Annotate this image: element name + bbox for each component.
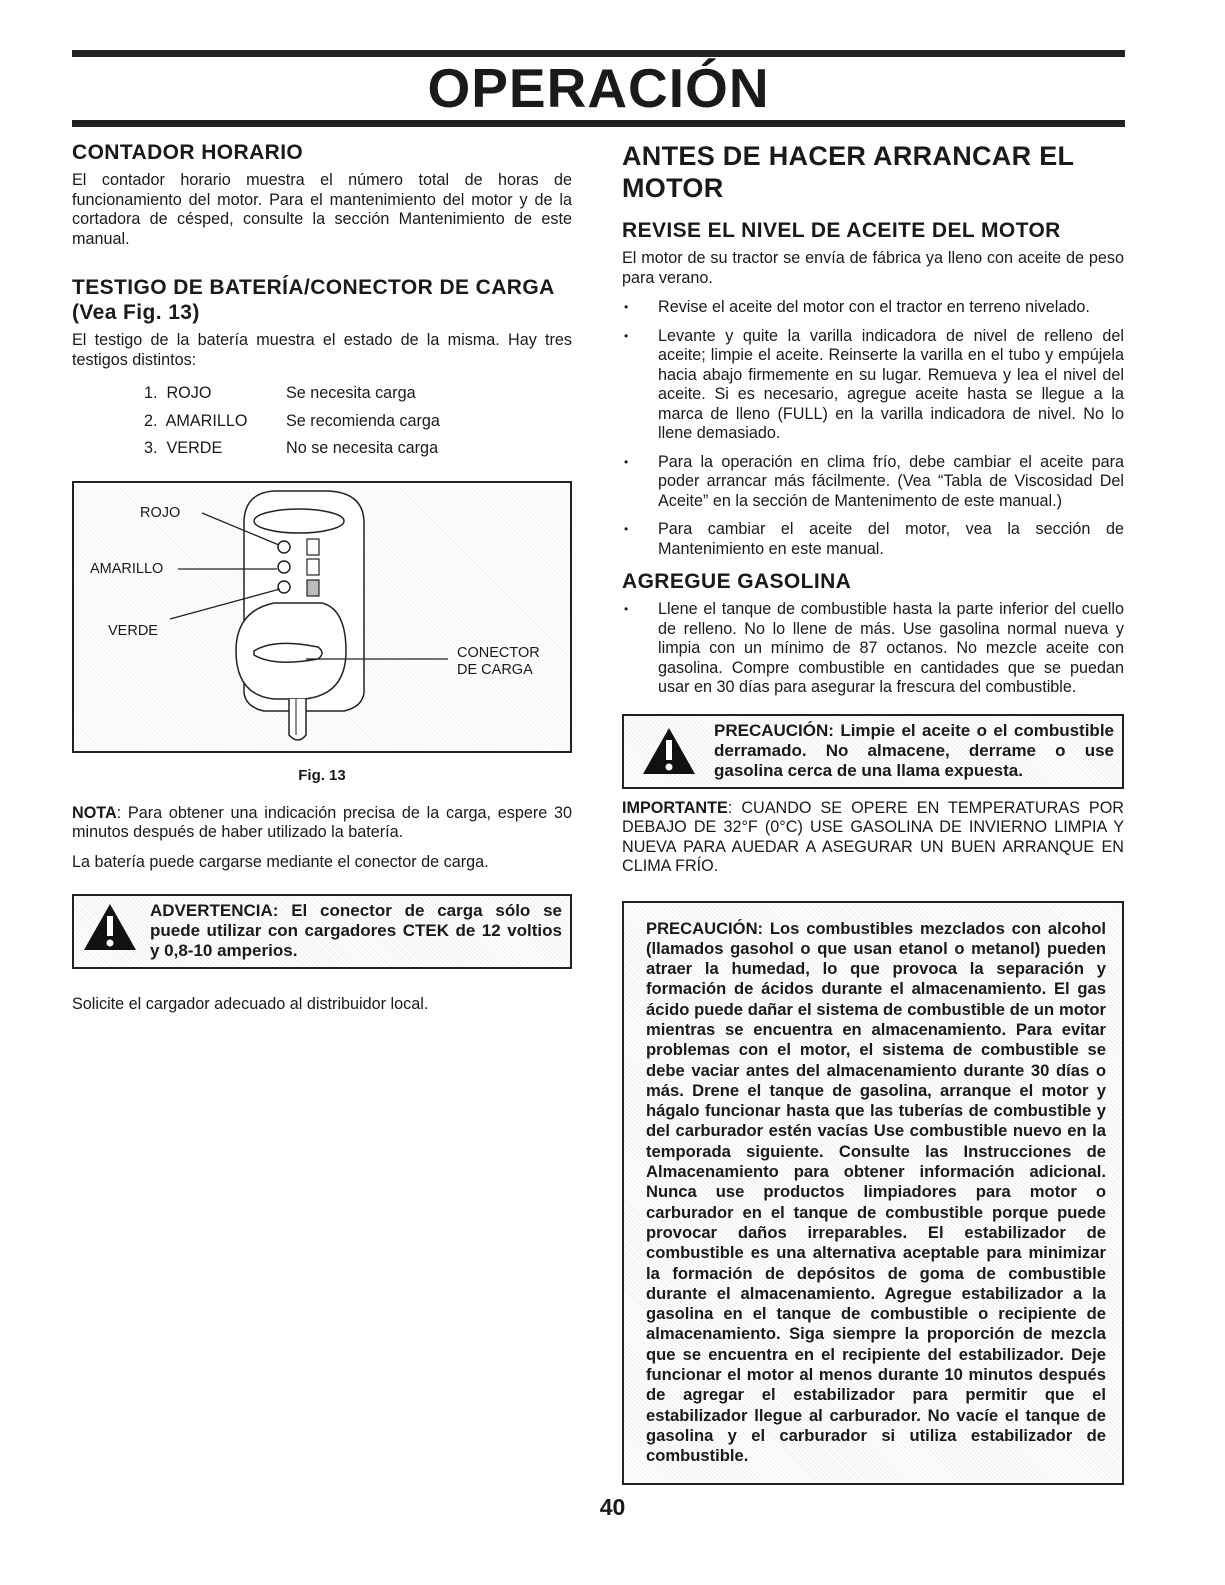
figure-caption: Fig. 13 xyxy=(298,766,346,784)
testigo-list xyxy=(144,380,572,463)
advertencia-box xyxy=(72,894,572,969)
precaucion-big-box: PRECAUCIÓN: Los combustibles mezclados con alcohol (llamados gasohol o que usan etanol o metanol) pueden atraer la humedad, lo que provoca la separación y formación de ácidos durante el almacenamiento. El gas ácido puede dañar el sistema de combustible de un motor mientras se encuentra en almacenamiento. Para evitar problemas con el motor, el sistema de combustible se debe vaciar antes del almacenamiento durante 30 días o más. Drene el tanque de gasolina, arranque el motor y hágalo funcionar hasta que las tuberías de combustible y del carburador estén vacías Use combustible nuevo en la temporada siguiente. Consulte las Instrucciones de Almacenamiento para obtener información adicional. Nunca use productos limpiadores para motor o carburador en el tanque de combustible porque puede provocar daños irreparables. El estabilizador de combustible es una alternativa aceptable para minimizar la formación de depósitos de goma de combustible durante el almacenamiento. Agregue estabilizador a la gasolina en el tanque de combustible o recipiente de almacenamiento. Siga siempre la proporción de mezcla que se encuentra en el recipiente del estabilizador. Deje funcionar el motor al menos durante 10 minutos después de agregar el estabilizador para permitir que el estabilizador llegue al carburador. No vacíe el tanque de gasolina y el carburador si utiliza estabilizador de combustible. xyxy=(622,901,1124,1485)
list-item-num: 3. VERDE xyxy=(144,439,223,457)
charger-illustration xyxy=(74,483,570,751)
list-item-num: 1. ROJO xyxy=(144,384,212,402)
precaucion-small-box xyxy=(622,714,1124,789)
list-item: • Revise el aceite del motor con el tractor en terreno nivelado. xyxy=(622,298,1124,318)
list-item: • Levante y quite la varilla indicadora de nivel de relleno del aceite; limpie el aceite. Reinserte la varilla en el tubo y empújela hacia abajo firmemente en su lugar. Remueva y lea el nivel del aceite. Si es necesario, agregue aceite hasta se llegue a la marca de lleno (FULL) en la varilla indicadora de nivel. No lo llene demasiado. xyxy=(622,327,1124,444)
list-item xyxy=(144,408,572,436)
testigo-text: El testigo de la batería muestra el estado de la misma. Hay tres testigos distintos: xyxy=(72,331,572,369)
testigo-subheading: (Vea Fig. 13) xyxy=(72,301,200,324)
list-item: • Para cambiar el aceite del motor, vea la sección de Mantenimiento en este manual. xyxy=(622,520,1124,559)
bateria-text: La batería puede cargarse mediante el conector de carga. xyxy=(72,852,489,871)
list-item xyxy=(144,380,572,408)
list-item-desc: Se recomienda carga xyxy=(286,411,440,430)
list-item xyxy=(144,435,572,463)
importante-text xyxy=(622,799,1124,877)
title-bottom-rule xyxy=(72,120,1125,127)
contador-heading: CONTADOR HORARIO xyxy=(72,141,304,164)
label-conector-2: DE CARGA xyxy=(457,661,533,678)
antes-heading: ANTES DE HACER ARRANCAR EL MOTOR xyxy=(622,141,1074,203)
warning-icon xyxy=(624,716,714,776)
importante-body: : CUANDO SE OPERE EN TEMPERATURAS POR DEBAJO DE 32°F (0°C) USE GASOLINA DE INVIERNO LIMPIA Y NUEVA PARA AUEDAR A ASEGURAR UN BUEN ARRANQUE EN CLIMA FRÍO. xyxy=(622,798,1124,875)
list-item: • Llene el tanque de combustible hasta la parte inferior del cuello de relleno. No lo llene de más. Use gasolina normal nueva y limpia con un mínimo de 87 octanos. No mezcle aceite con gasolina. Compre combustible en cantidades que se puedan usar en 30 días para asegurar la frescura del combustible. xyxy=(622,600,1124,698)
nota-label: NOTA xyxy=(72,803,117,822)
figure-13 xyxy=(72,481,572,753)
precaucion-small-text: PRECAUCIÓN: Limpie el aceite o el combustible derramado. No almacene, derrame o use gasolina cerca de una llama expuesta. xyxy=(714,720,1114,780)
list-item-desc: No se necesita carga xyxy=(286,439,439,457)
list-item-desc: Se necesita carga xyxy=(286,384,416,402)
left-column xyxy=(72,140,572,1025)
page-title: OPERACIÓN xyxy=(427,57,770,119)
nota-text xyxy=(72,804,572,843)
right-column xyxy=(622,140,1124,1485)
testigo-heading: TESTIGO DE BATERÍA/CONECTOR DE CARGA xyxy=(72,276,555,299)
label-verde: VERDE xyxy=(108,622,158,639)
top-rule xyxy=(72,50,1125,57)
aceite-bullets xyxy=(622,298,1124,559)
label-conector-1: CONECTOR xyxy=(457,644,540,661)
nota-body: : Para obtener una indicación precisa de la carga, espere 30 minutos después de haber utilizado la batería. xyxy=(72,803,572,841)
importante-label: IMPORTANTE xyxy=(622,798,728,817)
aceite-text: El motor de su tractor se envía de fábrica ya lleno con aceite de peso para verano. xyxy=(622,249,1124,287)
solicite-text: Solicite el cargador adecuado al distribuidor local. xyxy=(72,995,429,1013)
page-number: 40 xyxy=(599,1494,626,1520)
list-item: • Para la operación en clima frío, debe cambiar el aceite para poder arrancar más fácilmente. (Vea “Tabla de Viscosidad Del Aceite” en la sección de Mantenimento de este manual.) xyxy=(622,453,1124,512)
gasolina-heading: AGREGUE GASOLINA xyxy=(622,570,852,593)
advertencia-text: ADVERTENCIA: El conector de carga sólo se puede utilizar con cargadores CTEK de 12 voltios y 0,8-10 amperios. xyxy=(150,901,562,960)
aceite-heading: REVISE EL NIVEL DE ACEITE DEL MOTOR xyxy=(622,219,1061,242)
warning-icon xyxy=(74,896,146,952)
list-item-num: 2. AMARILLO xyxy=(144,411,248,430)
label-amarillo: AMARILLO xyxy=(90,560,164,577)
label-rojo: ROJO xyxy=(140,504,181,521)
contador-text: El contador horario muestra el número total de horas de funcionamiento del motor. Para el mantenimiento del motor y de la cortadora de césped, consulte la sección Mantenimiento de este manual. xyxy=(72,171,572,248)
gasolina-bullets xyxy=(622,600,1124,698)
